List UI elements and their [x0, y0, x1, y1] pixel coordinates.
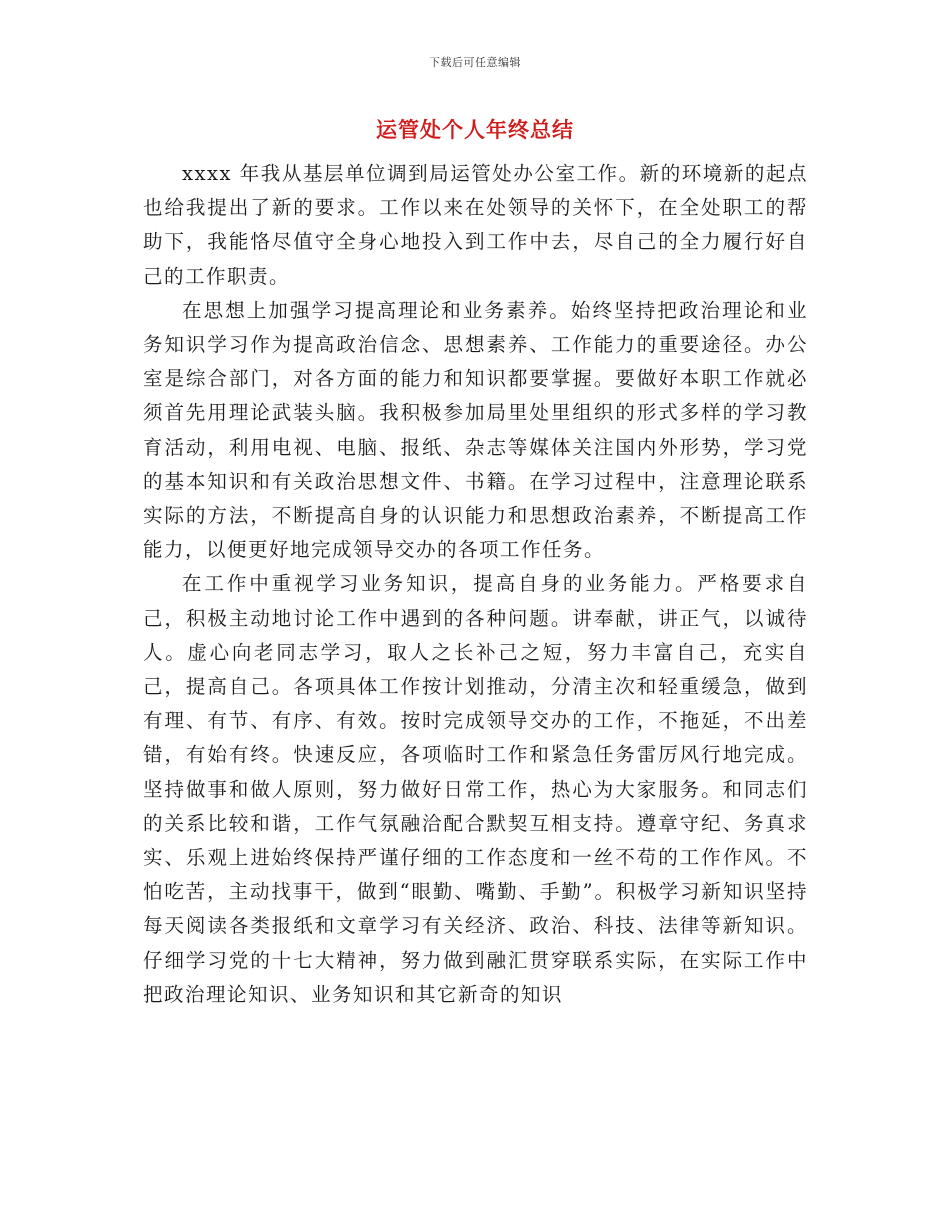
header-note: 下载后可任意编辑: [429, 56, 521, 69]
document-body: [143, 157, 808, 1012]
paragraph-ideology: 在思想上加强学习提高理论和业务素养。始终坚持把政治理论和业务知识学习作为提高政治信念、思想素养、工作能力的重要途径。办公室是综合部门，对各方面的能力和知识都要掌握。要做好本职工作就必须首先用理论武装头脑。我积极参加局里处里组织的形式多样的学习教育活动，利用电视、电脑、报纸、杂志等媒体关注国内外形势，学习党的基本知识和有关政治思想文件、书籍。在学习过程中，注意理论联系实际的方法，不断提高自身的认识能力和思想政治素养，不断提高工作能力，以便更好地完成领导交办的各项工作任务。: [143, 298, 808, 562]
paragraph-work: 在工作中重视学习业务知识，提高自身的业务能力。严格要求自己，积极主动地讨论工作中遇到的各种问题。讲奉献，讲正气，以诚待人。虚心向老同志学习，取人之长补己之短，努力丰富自己，充实自己，提高自己。各项具体工作按计划推动，分清主次和轻重缓急，做到有理、有节、有序、有效。按时完成领导交办的工作，不拖延，不出差错，有始有终。快速反应，各项临时工作和紧急任务雷厉风行地完成。坚持做事和做人原则，努力做好日常工作，热心为大家服务。和同志们的关系比较和谐，工作气氛融洽配合默契互相支持。遵章守纪、务真求实、乐观上进始终保持严谨仔细的工作态度和一丝不苟的工作作风。不怕吃苦，主动找事干，做到“眼勤、嘴勤、手勤”。积极学习新知识坚持每天阅读各类报纸和文章学习有关经济、政治、科技、法律等新知识。仔细学习党的十七大精神，努力做到融汇贯穿联系实际，在实际工作中把政治理论知识、业务知识和其它新奇的知识: [143, 572, 808, 1006]
paragraph-intro: xxxx 年我从基层单位调到局运管处办公室工作。新的环境新的起点也给我提出了新的要求。工作以来在处领导的关怀下，在全处职工的帮助下，我能恪尽值守全身心地投入到工作中去，尽自己的全力履行好自己的工作职责。: [143, 162, 808, 288]
document-title: 运管处个人年终总结: [376, 117, 574, 142]
